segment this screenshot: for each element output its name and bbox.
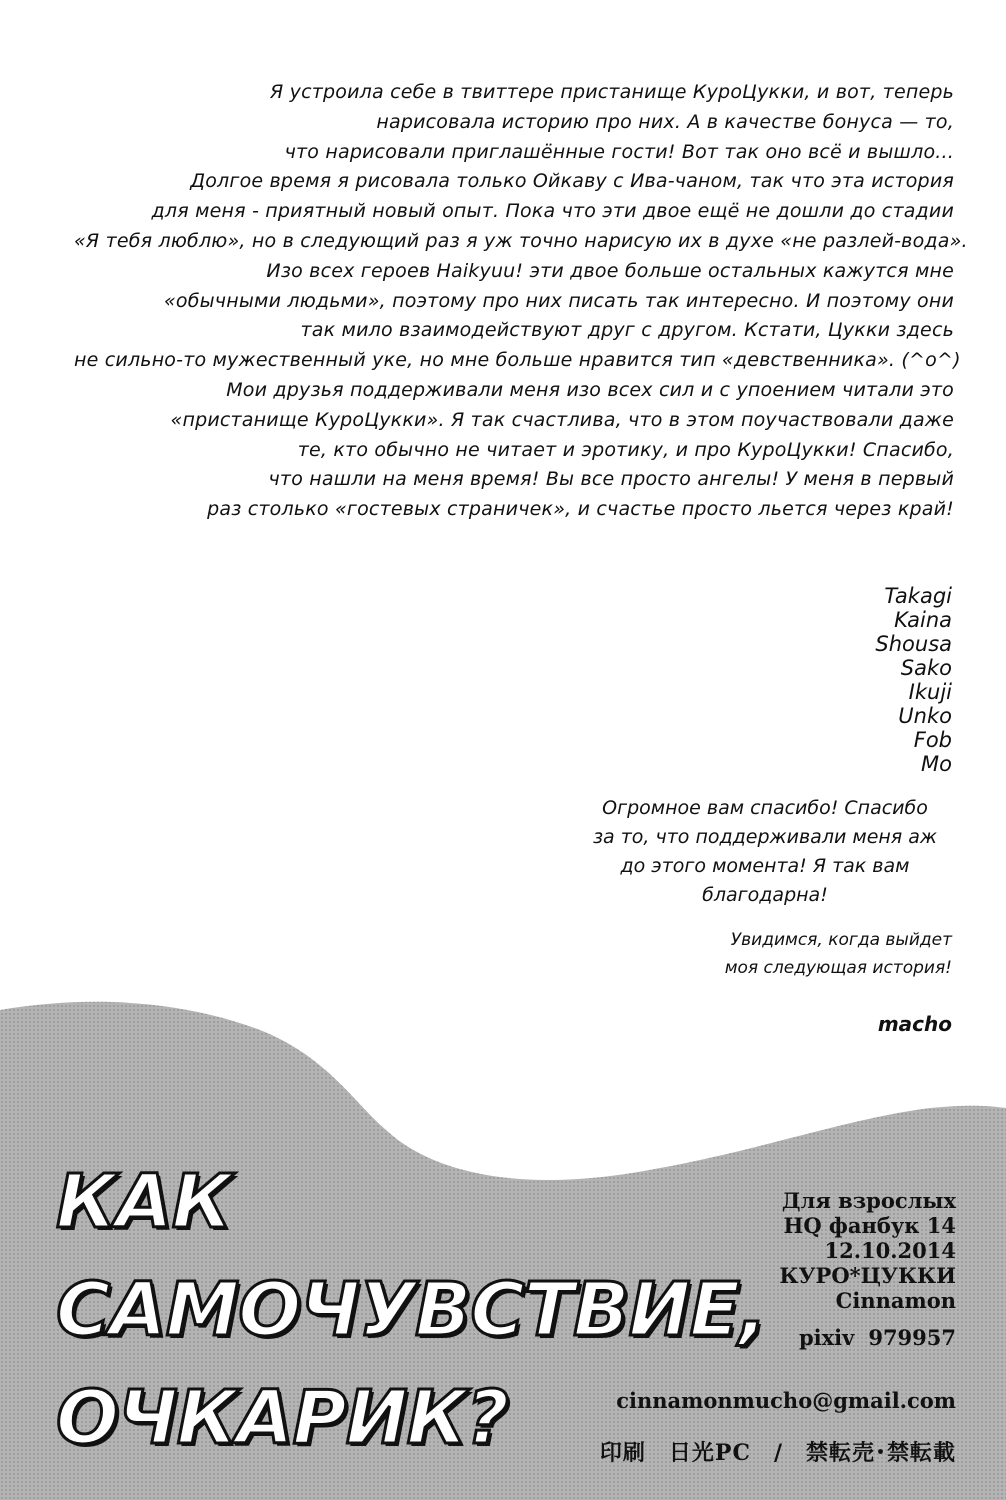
title-line: ОЧКАРИК?: [56, 1375, 509, 1461]
guest-name: Shousa: [875, 632, 952, 656]
afterword-line: что нарисовали приглашённые гости! Вот так оно всё и вышло...: [284, 140, 954, 163]
guest-name: Fob: [913, 728, 952, 752]
pixiv-id: 979957: [868, 1325, 956, 1350]
thank-you-line: за то, что поддерживали меня аж: [592, 826, 938, 848]
printer-notice: 印刷 日光PC / 禁転売･禁転載: [599, 1440, 956, 1466]
afterword-line: нарисовала историю про них. А в качестве бонуса — то,: [376, 110, 954, 133]
afterword-line: Долгое время я рисовала только Ойкаву с Ива-чаном, так что эта история: [190, 170, 954, 193]
afterword-line: те, кто обычно не читает и эротику, и про КуроЦукки! Спасибо,: [297, 438, 954, 461]
thank-you-line: Огромное вам спасибо! Спасибо: [602, 797, 928, 819]
guest-name: Takagi: [884, 584, 952, 608]
colophon: [616, 1188, 956, 1350]
pixiv-label: pixiv: [798, 1325, 855, 1350]
circle-name: Cinnamon: [835, 1288, 956, 1313]
guest-name: Sako: [900, 656, 952, 680]
see-you-line: Увидимся, когда выйдет: [730, 930, 952, 950]
title-line: САМОЧУВСТВИЕ,: [56, 1267, 767, 1353]
afterword-line: не сильно-то мужественный уке, но мне больше нравится тип «девственника». (^o^): [74, 349, 961, 372]
afterword-line: для меня - приятный новый опыт. Пока что эти двое ещё не дошли до стадии: [151, 200, 954, 223]
contact-email: cinnamonmucho@gmail.com: [616, 1388, 956, 1413]
pixiv-line: [616, 1325, 956, 1350]
afterword-line: «пристанище КуроЦукки». Я так счастлива, что в этом поучаствовали даже: [170, 408, 954, 431]
see-you-message: [552, 926, 952, 982]
afterword-line: Мои друзья поддерживали меня изо всех сил и с упоением читали это: [226, 378, 954, 401]
afterword-line: что нашли на меня время! Вы все просто ангелы! У меня в первый: [268, 468, 954, 491]
book-title: [56, 1148, 767, 1472]
thank-you-message: [560, 794, 970, 910]
afterword-line: раз столько «гостевых страничек», и счастье просто льется через край!: [207, 498, 954, 521]
afterword-text: [74, 78, 968, 525]
afterword-line: «обычными людьми», поэтому про них писать так интересно. И поэтому они: [163, 289, 954, 312]
release-date: 12.10.2014: [824, 1238, 956, 1263]
guest-artist-list: [752, 584, 952, 776]
guest-name: Unko: [898, 704, 952, 728]
afterword-line: Изо всех героев Haikyuu! эти двое больше остальных кажутся мне: [266, 259, 954, 282]
guest-name: Mo: [921, 752, 952, 776]
guest-name: Ikuji: [908, 680, 952, 704]
author-signature: macho: [877, 1012, 952, 1036]
thank-you-line: благодарна!: [702, 884, 828, 906]
afterword-line: так мило взаимодействуют друг с другом. Кстати, Цукки здесь: [300, 319, 954, 342]
thank-you-line: до этого момента! Я так вам: [620, 855, 910, 877]
guest-name: Kaina: [894, 608, 952, 632]
see-you-line: моя следующая история!: [724, 958, 952, 978]
pairing-label: КУРО*ЦУККИ: [779, 1263, 956, 1288]
title-line: КАК: [56, 1159, 232, 1245]
afterword-line: Я устроила себе в твиттере пристанище КуроЦукки, и вот, теперь: [270, 81, 954, 103]
afterword-line: «Я тебя люблю», но в следующий раз я уж точно нарисую их в духе «не разлей-вода».: [74, 229, 968, 252]
rating-label: Для взрослых: [781, 1188, 956, 1213]
series-label: HQ фанбук 14: [783, 1213, 956, 1238]
